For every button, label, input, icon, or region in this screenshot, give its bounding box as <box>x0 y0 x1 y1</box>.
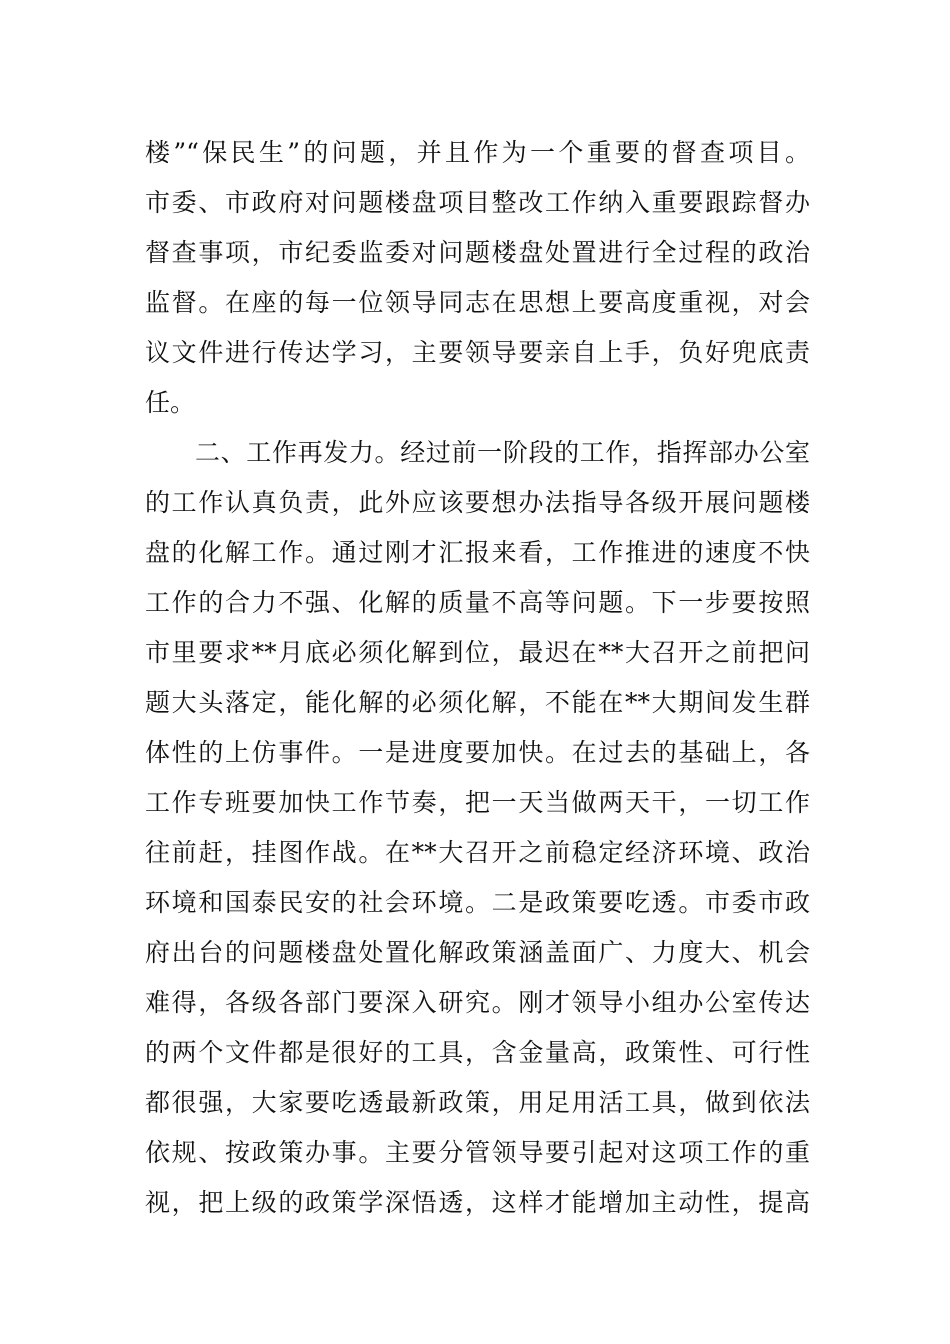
text-line: 督查事项，市纪委监委对问题楼盘处置进行全过程的政治 <box>145 238 810 267</box>
text-line: 体性的上仿事件。一是进度要加快。在过去的基础上，各 <box>145 738 810 767</box>
text-line: 议文件进行传达学习，主要领导要亲自上手，负好兜底责 <box>145 338 810 367</box>
text-line: 工作的合力不强、化解的质量不高等问题。下一步要按照 <box>145 588 810 617</box>
text-line: 任。 <box>145 388 196 417</box>
text-line: 府出台的问题楼盘处置化解政策涵盖面广、力度大、机会 <box>145 938 810 967</box>
text-line: 依规、按政策办事。主要分管领导要引起对这项工作的重 <box>145 1138 810 1167</box>
text-line: 监督。在座的每一位领导同志在思想上要高度重视，对会 <box>145 288 810 317</box>
text-line: 视，把上级的政策学深悟透，这样才能增加主动性，提高 <box>145 1188 810 1217</box>
text-line: 的工作认真负责，此外应该要想办法指导各级开展问题楼 <box>145 488 810 517</box>
text-line: 题大头落定，能化解的必须化解，不能在**大期间发生群 <box>145 688 810 717</box>
text-line: 楼”“保民生”的问题，并且作为一个重要的督查项目。 <box>145 138 810 167</box>
text-line: 工作专班要加快工作节奏，把一天当做两天干，一切工作 <box>145 788 810 817</box>
text-line: 盘的化解工作。通过刚才汇报来看，工作推进的速度不快 <box>145 538 810 567</box>
text-line: 环境和国泰民安的社会环境。二是政策要吃透。市委市政 <box>145 888 810 917</box>
text-line: 难得，各级各部门要深入研究。刚才领导小组办公室传达 <box>145 988 810 1017</box>
text-line: 市委、市政府对问题楼盘项目整改工作纳入重要跟踪督办 <box>145 188 810 217</box>
text-line: 的两个文件都是很好的工具，含金量高，政策性、可行性 <box>145 1038 810 1067</box>
text-line: 都很强，大家要吃透最新政策，用足用活工具，做到依法 <box>145 1088 810 1117</box>
section-heading-line: 二、工作再发力。经过前一阶段的工作，指挥部办公室 <box>195 438 810 467</box>
text-line: 往前赶，挂图作战。在**大召开之前稳定经济环境、政治 <box>145 838 810 867</box>
text-line: 市里要求**月底必须化解到位，最迟在**大召开之前把问 <box>145 638 810 667</box>
